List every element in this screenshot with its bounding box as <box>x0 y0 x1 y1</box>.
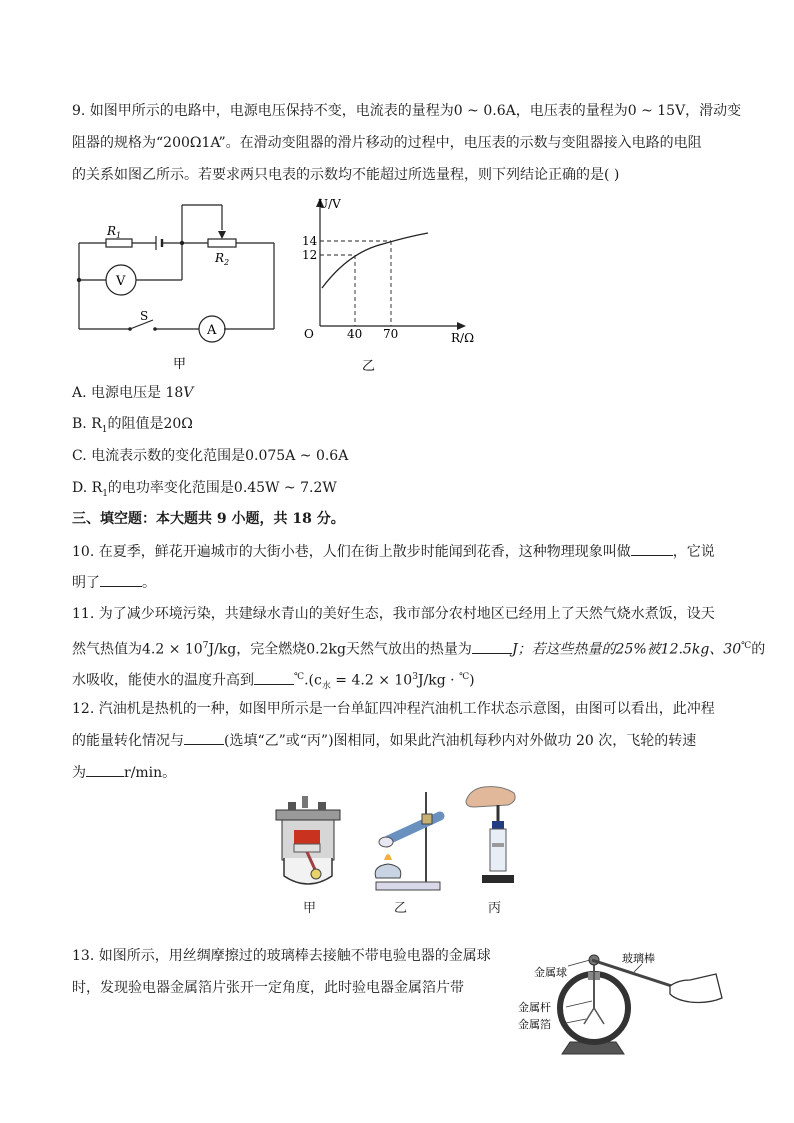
engine-cylinder-figure <box>272 794 344 894</box>
metal-foil-label: 金属箔 <box>518 1018 551 1031</box>
q9-line-3: 的关系如图乙所示。若要求两只电表的示数均不能超过所选量程，则下列结论正确的是( ) <box>72 167 620 183</box>
q11-blank-2 <box>254 670 294 685</box>
y-axis-label: U/V <box>318 197 341 211</box>
q13-line-1: 13. 如图所示，用丝绸摩擦过的玻璃棒去接触不带电验电器的金属球 <box>72 948 491 964</box>
metal-stem-label: 金属杆 <box>518 1001 551 1014</box>
y-tick-14: 14 <box>302 234 318 248</box>
q10-blank-1 <box>631 541 673 556</box>
q12-blank-1 <box>184 730 224 745</box>
q9-line-1: 9. 如图甲所示的电路中，电源电压保持不变，电流表的量程为0 ~ 0.6A，电压表的量程为0 ~ 15V，滑动变 <box>72 103 742 119</box>
pump-cylinder <box>490 829 506 871</box>
q13-line-2: 时，发现验电器金属箔片张开一定角度，此时验电器金属箔片带 <box>72 980 464 996</box>
q11-blank-1 <box>472 639 512 654</box>
q10-blank-2 <box>100 572 142 587</box>
air-pump-figure <box>462 783 526 895</box>
q11-line-3: 水吸收，能使水的温度升高到 $^℃.(c_水 = 4.2 \times 10^3J/kg \cdot ^℃)$ <box>72 667 475 696</box>
piston-top <box>294 830 320 844</box>
section-3-heading: 三、填空题：本大题共 9 小题，共 18 分。 <box>72 511 345 527</box>
q12-line-3: 为 r/min。 <box>72 762 176 783</box>
test-tube-figure-caption: 乙 <box>394 901 408 916</box>
q9-option-b: B. $R_1$的阻值是20Ω <box>72 416 193 435</box>
hand-holding-rod <box>670 974 722 1003</box>
pump-handle <box>492 821 504 829</box>
electroscope-figure <box>512 946 728 1062</box>
r2-rheostat <box>208 239 236 247</box>
q9-option-c: C. 电流表示数的变化范围是0.075A ~ 0.6A <box>72 448 349 464</box>
hand <box>466 787 515 807</box>
q9-line-2: 阻器的规格为“200Ω1A”。在滑动变阻器的滑片移动的过程中，电压表的示数与变阻器接入电路的电阻 <box>72 135 702 151</box>
pump-base <box>482 875 514 883</box>
origin-label: O <box>304 327 314 341</box>
air-pump-figure-caption: 丙 <box>488 901 502 916</box>
glass-rod-label: 玻璃棒 <box>622 952 655 965</box>
q11-line-1: 11. 为了减少环境污染，共建绿水青山的美好生态，我市部分农村地区已经用上了天然气烧水煮饭，设天 <box>72 606 715 622</box>
x-axis-label: R/Ω <box>451 331 475 345</box>
q10-line-2: 明了 。 <box>72 572 156 593</box>
circuit-diagram <box>70 196 285 376</box>
q12-blank-2 <box>86 762 124 777</box>
r1-label: $R_1$ <box>107 224 122 240</box>
q9-option-d: D. $R_1$的电功率变化范围是0.45W ~ 7.2W <box>72 480 337 499</box>
graph-caption: 乙 <box>362 359 376 374</box>
slider-arrow <box>218 231 226 239</box>
flame <box>384 854 392 860</box>
y-tick-12: 12 <box>302 248 318 262</box>
r2-label: $R_2$ <box>215 251 230 267</box>
q9-option-a: A. 电源电压是 18V <box>72 385 194 401</box>
alcohol-lamp <box>375 864 401 878</box>
spark-plug <box>302 796 308 808</box>
x-tick-40: 40 <box>347 327 363 341</box>
voltage-resistance-graph <box>296 190 486 376</box>
engine-figure-caption: 甲 <box>303 901 317 916</box>
q12-line-2: 的能量转化情况与 (选填“乙”或“丙”)图相同，如果此汽油机每秒内对外做功 20 次，飞轮的转速 <box>72 730 696 751</box>
voltmeter-label: V <box>116 274 126 289</box>
q11-line-2: 然气热值为$4.2 \times 10^7J/kg$，完全燃烧0.2kg天然气放出的热量为 J；若这些热量的25%被12.5kg、30℃的 <box>72 636 765 660</box>
q12-line-1: 12. 汽油机是热机的一种，如图甲所示是一台单缸四冲程汽油机工作状态示意图，由图可以看出，此冲程 <box>72 701 715 717</box>
r1-resistor <box>106 239 132 247</box>
circuit-caption: 甲 <box>173 357 187 372</box>
switch-label: S <box>140 309 149 323</box>
ammeter-label: A <box>207 323 217 338</box>
q10-line-1: 10. 在夏季，鲜花开遍城市的大街小巷，人们在街上散步时能闻到花香，这种物理现象叫做 ，它说 <box>72 541 715 562</box>
test-tube-heating-figure <box>358 788 448 894</box>
metal-ball-label: 金属球 <box>534 966 567 979</box>
x-tick-70: 70 <box>383 327 399 341</box>
